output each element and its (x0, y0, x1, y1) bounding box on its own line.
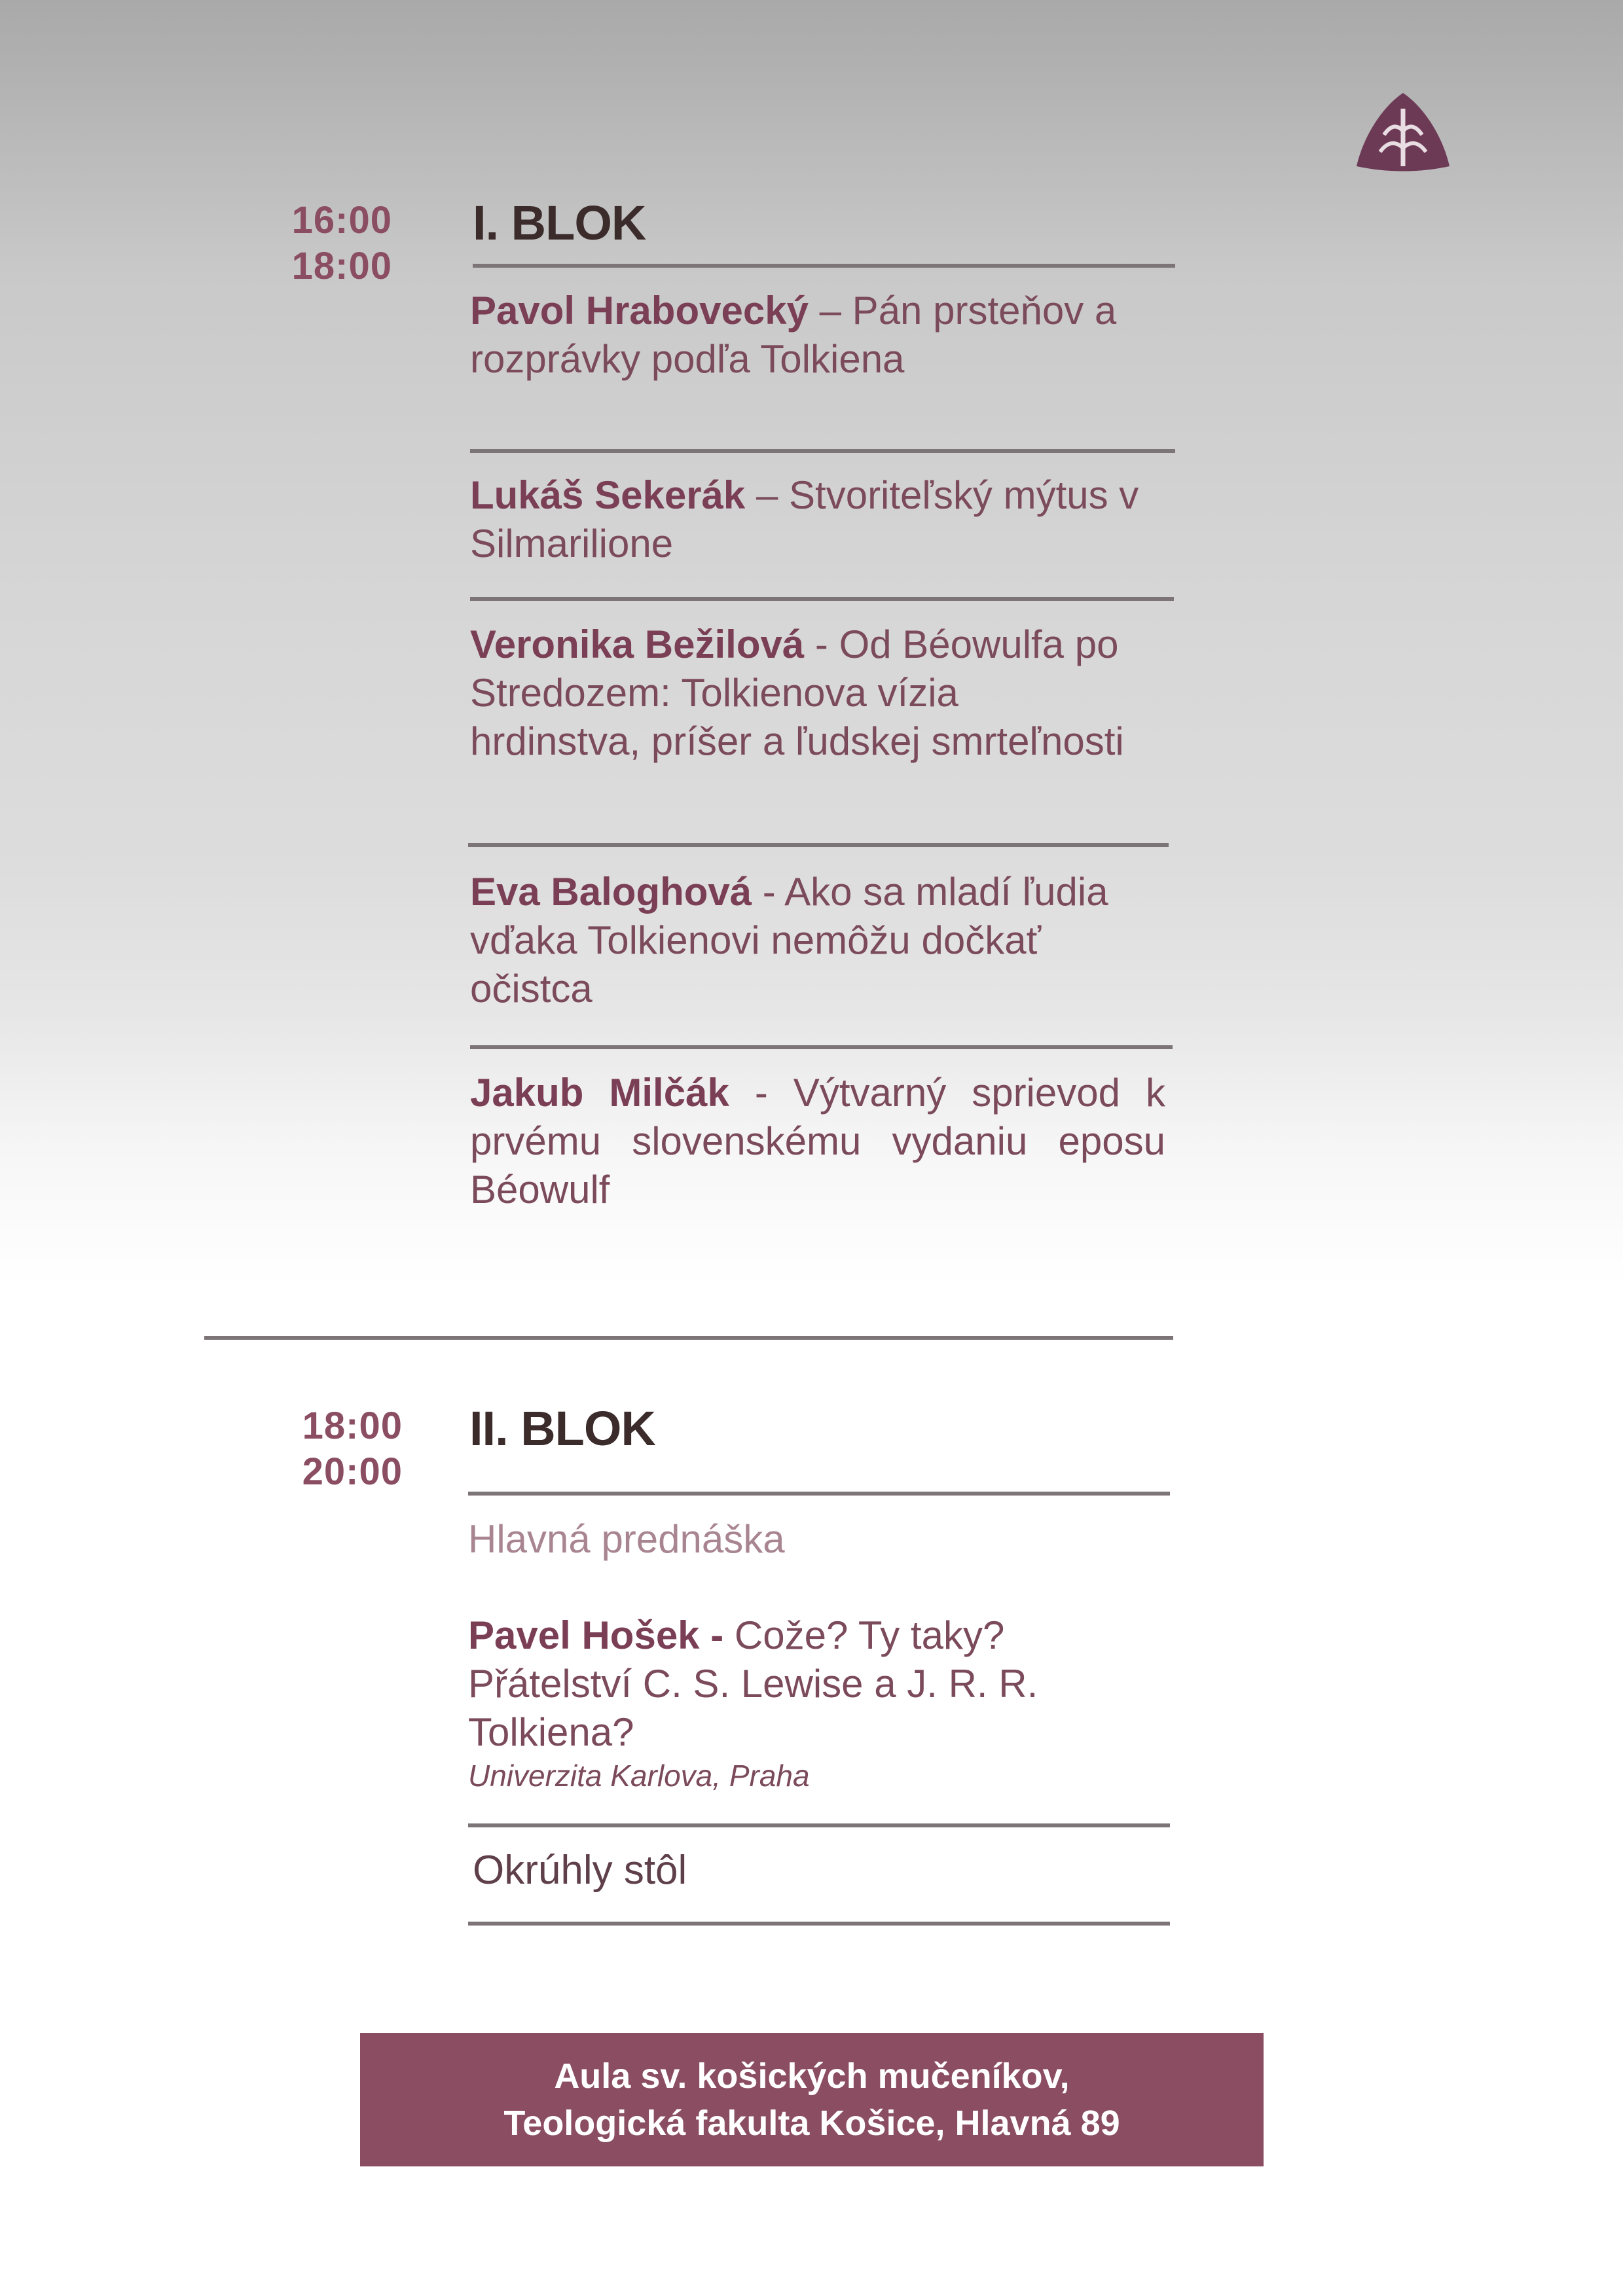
venue-line-1: Aula sv. košických mučeníkov, (554, 2056, 1070, 2096)
talk-speaker: Pavel Hošek (468, 1613, 700, 1657)
roundtable-label: Okrúhly stôl (473, 1848, 687, 1893)
tree-logo-icon (1354, 89, 1452, 174)
talk-speaker: Eva Baloghová (470, 870, 752, 914)
talk-item: Veronika Bežilová - Od Béowulfa po Stredozem: Tolkienova vízia hrdinstva, príšer a ľudskej smrteľnosti (470, 622, 1124, 763)
talk-title: Pán prsteňov a rozprávky podľa Tolkiena (470, 289, 1117, 381)
keynote-affiliation: Univerzita Karlova, Praha (468, 1759, 810, 1793)
talk-item: Eva Baloghová - Ako sa mladí ľudia vďaka Tolkienovi nemôžu dočkať očistca (470, 870, 1108, 1011)
block1-time-start: 16:00 (291, 199, 392, 242)
talk-item: Lukáš Sekerák – Stvoriteľský mýtus v Silmarilione (470, 473, 1139, 565)
section-divider (204, 1336, 1173, 1340)
divider (470, 449, 1175, 453)
divider (470, 597, 1174, 601)
talk-item: Pavol Hrabovecký – Pán prsteňov a rozprávky podľa Tolkiena (470, 289, 1117, 381)
block2-time-end: 20:00 (302, 1450, 403, 1493)
venue-box (360, 2033, 1264, 2166)
keynote-talk: Pavel Hošek - Cože? Ty taky? Přátelství C. S. Lewise a J. R. R. Tolkiena? (468, 1613, 1038, 1754)
divider (468, 1922, 1170, 1926)
divider (468, 1492, 1170, 1496)
divider (470, 1045, 1173, 1049)
talk-title: Výtvarný sprievod k prvému slovenskému vydaniu eposu Béowulf (470, 1071, 1165, 1211)
block1-title: I. BLOK (473, 196, 646, 250)
keynote-label: Hlavná prednáška (468, 1517, 785, 1561)
venue-line-2: Teologická fakulta Košice, Hlavná 89 (503, 2104, 1120, 2143)
talk-title: Od Béowulfa po Stredozem: Tolkienova vízia hrdinstva, príšer a ľudskej smrteľnosti (470, 622, 1124, 763)
talk-speaker: Lukáš Sekerák (470, 473, 746, 517)
block2-time-start: 18:00 (302, 1405, 403, 1447)
talk-item: Jakub Milčák - Výtvarný sprievod k prvému slovenskému vydaniu eposu Béowulf (470, 1071, 1165, 1211)
divider (468, 843, 1169, 847)
talk-speaker: Pavol Hrabovecký (470, 289, 809, 332)
talk-title: Ako sa mladí ľudia vďaka Tolkienovi nemôžu dočkať očistca (470, 870, 1108, 1011)
talk-title: Stvoriteľský mýtus v Silmarilione (470, 473, 1139, 565)
divider (473, 264, 1175, 268)
talk-title: Cože? Ty taky? Přátelství C. S. Lewise a J. R. R. Tolkiena? (468, 1613, 1038, 1754)
divider (468, 1823, 1170, 1827)
block1-time-end: 18:00 (291, 245, 392, 287)
talk-speaker: Jakub Milčák (470, 1071, 729, 1115)
talk-speaker: Veronika Bežilová (470, 622, 805, 666)
block2-title: II. BLOK (469, 1401, 655, 1456)
